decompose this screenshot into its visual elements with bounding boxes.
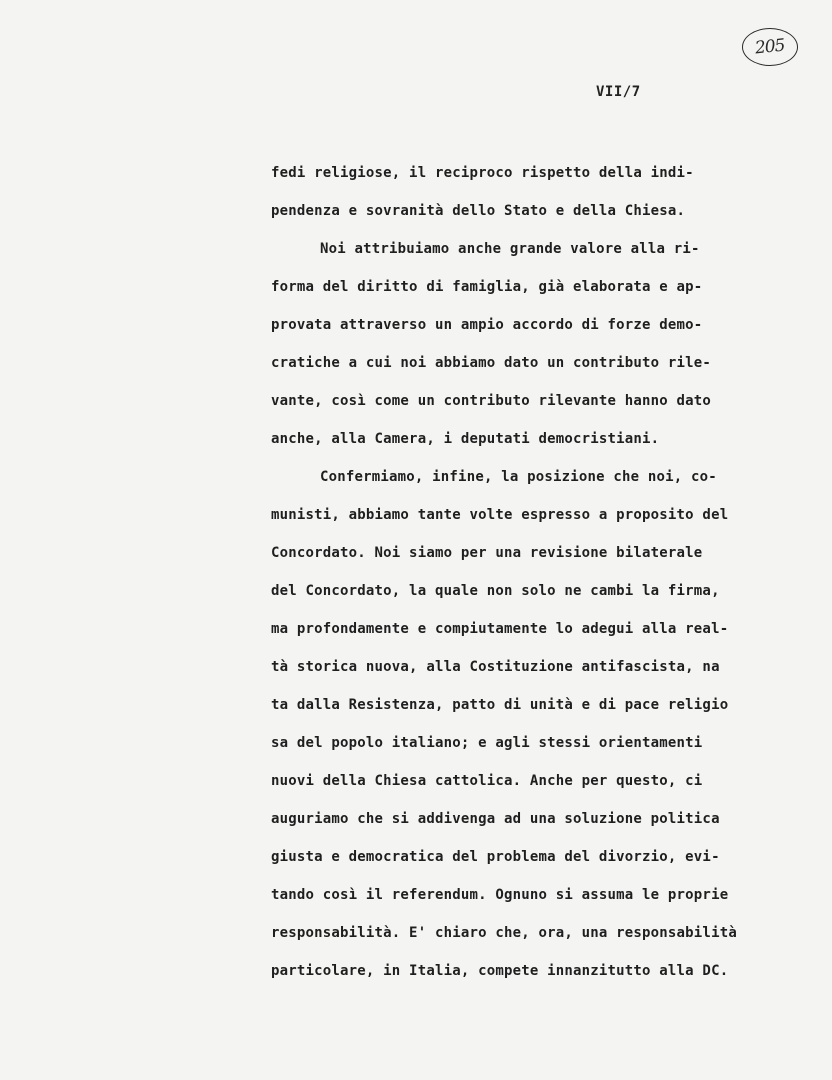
text-line: Concordato. Noi siamo per una revisione bilaterale	[271, 545, 703, 561]
text-line: fedi religiose, il reciproco rispetto della indi-	[271, 165, 694, 181]
folio-stamp	[742, 28, 798, 66]
text-line: cratiche a cui noi abbiamo dato un contributo rile-	[271, 355, 712, 371]
text-line: Confermiamo, infine, la posizione che noi, co-	[320, 469, 717, 485]
text-line: particolare, in Italia, compete innanzitutto alla DC.	[271, 963, 729, 979]
text-line: tà storica nuova, alla Costituzione antifascista, na	[271, 659, 720, 675]
text-line: ta dalla Resistenza, patto di unità e di pace religio	[271, 697, 729, 713]
text-line: ma profondamente e compiutamente lo adegui alla real-	[271, 621, 729, 637]
text-line: tando così il referendum. Ognuno si assuma le proprie	[271, 887, 729, 903]
text-line: provata attraverso un ampio accordo di forze demo-	[271, 317, 703, 333]
folio-number: 205	[754, 35, 786, 59]
text-line: giusta e democratica del problema del divorzio, evi-	[271, 849, 720, 865]
body-text	[271, 160, 811, 996]
text-line: vante, così come un contributo rilevante hanno dato	[271, 393, 712, 409]
text-line: nuovi della Chiesa cattolica. Anche per questo, ci	[271, 773, 703, 789]
text-line: Noi attribuiamo anche grande valore alla ri-	[320, 241, 700, 257]
text-line: anche, alla Camera, i deputati democristiani.	[271, 431, 660, 447]
text-line: pendenza e sovranità dello Stato e della Chiesa.	[271, 203, 686, 219]
page-reference: VII/7	[596, 84, 641, 100]
text-line: del Concordato, la quale non solo ne cambi la firma,	[271, 583, 720, 599]
text-line: munisti, abbiamo tante volte espresso a proposito del	[271, 507, 729, 523]
text-line: auguriamo che si addivenga ad una soluzione politica	[271, 811, 720, 827]
text-line: forma del diritto di famiglia, già elaborata e ap-	[271, 279, 703, 295]
text-line: responsabilità. E' chiaro che, ora, una responsabilità	[271, 925, 737, 941]
text-line: sa del popolo italiano; e agli stessi orientamenti	[271, 735, 703, 751]
